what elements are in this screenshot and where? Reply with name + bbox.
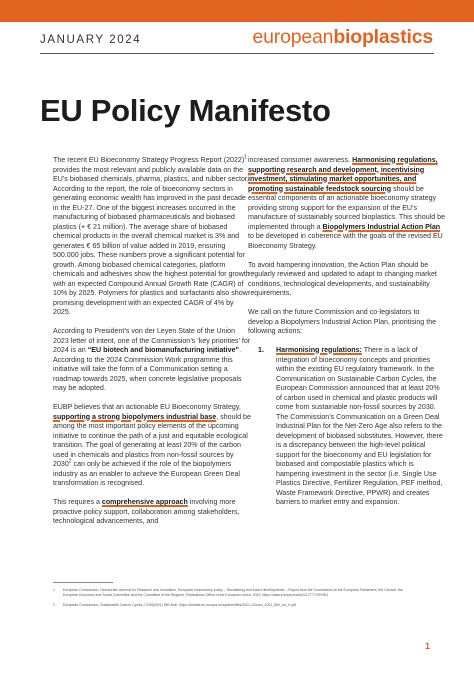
- issue-date: JANUARY 2024: [40, 34, 142, 46]
- footnote-1: [53, 588, 414, 598]
- brand-logo: [253, 26, 433, 49]
- footnote-text: European Commission, Directorate-General for Research and Innovation, European bioeconomy policy – Stocktaking and future developments – Report from the Commission to the European Parliament, the Council, the European Economic and Social Committee and the Committee of the Regions, Publications Office of the European Union, 2022, https://data.europa.eu/doi/10.2777/997651: [63, 588, 403, 597]
- footnote-divider: [53, 582, 113, 583]
- footnote-ref-1: 1: [244, 154, 248, 161]
- intro-paragraph: The recent EU Bioeconomy Strategy Progress Report $(2022)^1$ provides the most relevant and publicly available data on the EU’s biobased chemicals, pharma, plastics, and rubber sector. According to the report, the role of bioeconomy sectors in generating economic wealth has improved in the past decade in the EU-27. One of the biggest increases occurred in the manufacturing of biobased pharmaceuticals and biobased plastics (+ € 21 million). The average share of biobased chemical products in the overall chemical market is 3% and generates € 65 billion of value added in 2019, ensuring 500.000 jobs. These numbers prove a significant potential for growth. Among biobased chemical categories, platform chemicals and adhesives show the highest potential for growth with an expected Compound Annual Growth Rate (CAGR) of 10% by 2025. Polymers for plastics and surfactants also show promising development with an expected CAGR of 4% by 2025.: [53, 154, 250, 316]
- list-item-number: 1.: [258, 346, 264, 354]
- footnote-2: [53, 603, 414, 608]
- biotech-initiative-emphasis: “EU biotech and biomanufacturing initiative”: [87, 346, 240, 354]
- left-column: [53, 156, 251, 536]
- harmonising-regulations-highlight: Harmonising regulations:: [276, 346, 362, 354]
- list-item-body: Harmonising regulations: There is a lack of integration of bioeconomy concepts and priorities within the existing EU regulatory framework. In the Communication on Sustainable Carbon Cycles, the European Commission announced that at least 20% of carbon used in chemical and plastic products will come from sustainable non-fossil sources by 2030. The Commission’s Communication on a Green Deal Industrial Plan for the Net-Zero Age also refers to the development of biobased substitutes. However, there is a discrepancy between the high-level political support for the bioeconomy and EU legislation for biobased and compostable plastics which is hampering investment in the sector (i.e. Single Use Plastics Directive, Fertilizer Regulation, PEF method, Waste Framework Directive, PPWR) and creates barriers to market entry and expansion.: [276, 346, 443, 506]
- comprehensive-approach-highlight: comprehensive approach: [101, 498, 188, 506]
- logo-regular-text: european: [252, 26, 334, 48]
- eubp-position-paragraph: EUBP believes that an actionable EU Bioeconomy Strategy, supporting a strong biopolymers industrial base, should be among the most important policy elements of the upcoming initiative to continue the path of a just and equitable ecological transition. The goal of generating at least 20% of the carbon used in chemicals and plastics from non-fossil sources by 2030$^2$ can only be achieved if the role of the biopolymers industry as an enabler to achieve the European Green Deal transformation is recognised.: [53, 403, 251, 487]
- state-of-union-paragraph: According to President’s von der Leyen State of the Union 2023 letter of intent, one of the Commission’s ‘key priorities’ for 2024 is an “EU biotech and biomanufacturing initiative”. According to the 2024 Commission Work programme this initiative will take the form of a Communication setting a roadmap towards 2025, when concrete legislative proposals may be adopted.: [53, 327, 251, 392]
- call-paragraph: We call on the future Commission and co-legislators to develop a Biopolymers Industrial Action Plan, prioritising the following actions:: [248, 308, 437, 335]
- approach-paragraph: This requires a comprehensive approach involving more proactive policy support, collaboration among stakeholders, technological advancements, and: [53, 498, 240, 525]
- footnote-number: 2: [53, 603, 55, 607]
- essential-components-highlight: Harmonising regulations, supporting research and development, incentivising investment, stimulating market opportunities, and promoting sustainable feedstock sourcing: [248, 156, 438, 193]
- right-column: [248, 156, 446, 508]
- biopolymers-base-highlight: supporting a strong biopolymers industrial base: [53, 412, 217, 421]
- header-color-bar: [0, 0, 474, 22]
- action-plan-highlight: Biopolymers Industrial Action Plan: [322, 222, 441, 231]
- components-paragraph: increased consumer awareness. Harmonising regulations, supporting research and development, incentivising investment, stimulating market opportunities, and promoting sustainable feedstock sourcing should be essential components of an actionable bioeconomy strategy providing strong support for the expansion of the EU’s manufacture of sustainably sourced bioplastics. This should be implemented through a Biopolymers Industrial Action Plan to be developed in coherence with the goals of the revised EU Bioeconomy Strategy.: [248, 156, 446, 250]
- logo-bold-text: bioplastics: [333, 26, 433, 48]
- footnote-number: 1: [53, 588, 55, 592]
- header-divider: [40, 53, 434, 54]
- page-title: EU Policy Manifesto: [40, 93, 331, 128]
- page-number: 1: [424, 641, 430, 651]
- list-item: [248, 346, 446, 508]
- footnote-ref-2: 2: [68, 458, 72, 465]
- innovation-paragraph: To avoid hampering innovation, the Action Plan should be regularly reviewed and updated to adapt to changing market conditions, technological developments, and sustainability requirements.: [248, 260, 437, 297]
- footnote-text: European Commission, Sustainable Carbon Cycles, COM(2021) 800 final, https://climate.ec.europa.eu/system/files/2021-12/com_2021_800_en_0.pdf: [63, 603, 296, 607]
